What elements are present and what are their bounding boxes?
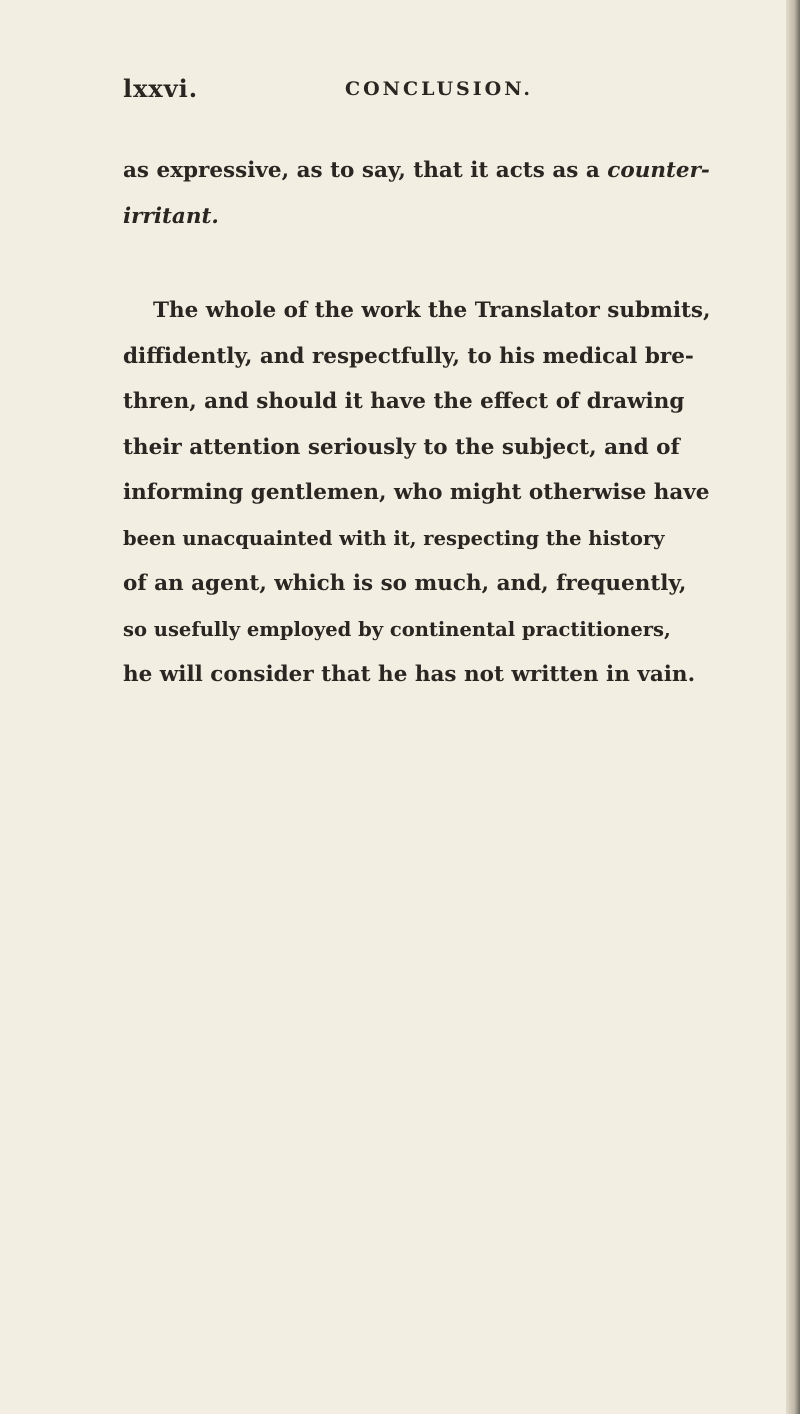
page-edge <box>786 0 800 1414</box>
paragraph-2-line: been unacquainted with it, respecting the history <box>123 526 665 550</box>
paragraph-2-line: The whole of the work the Translator submits, <box>153 298 711 323</box>
paragraph-2-line: so usefully employed by continental practitioners, <box>123 617 671 641</box>
paragraph-1-line-1-text: as expressive, as to say, that it acts as a <box>123 158 608 183</box>
paragraph-1-line-2-italic: irritant. <box>123 203 219 229</box>
paragraph-2-line: informing gentlemen, who might otherwise have <box>123 480 710 505</box>
paragraph-1-line-2 <box>123 194 763 240</box>
paragraph-2-line: their attention seriously to the subject, and of <box>123 434 680 460</box>
paragraph-2-line: thren, and should it have the effect of drawing <box>123 389 685 414</box>
paragraph-1-line-1-italic: counter- <box>607 158 710 183</box>
page-header <box>123 74 743 114</box>
paragraph-spacer <box>123 239 763 288</box>
body-text <box>123 148 763 698</box>
paragraph-2-line: diffidently, and respectfully, to his medical bre- <box>123 343 694 369</box>
page-number: lxxvi. <box>123 74 199 103</box>
running-head: CONCLUSION. <box>345 78 533 100</box>
paragraph-1-line-1 <box>123 148 763 194</box>
paragraph-2-line: he will consider that he has not written in vain. <box>123 662 696 687</box>
paragraph-2-line: of an agent, which is so much, and, frequently, <box>123 571 687 596</box>
